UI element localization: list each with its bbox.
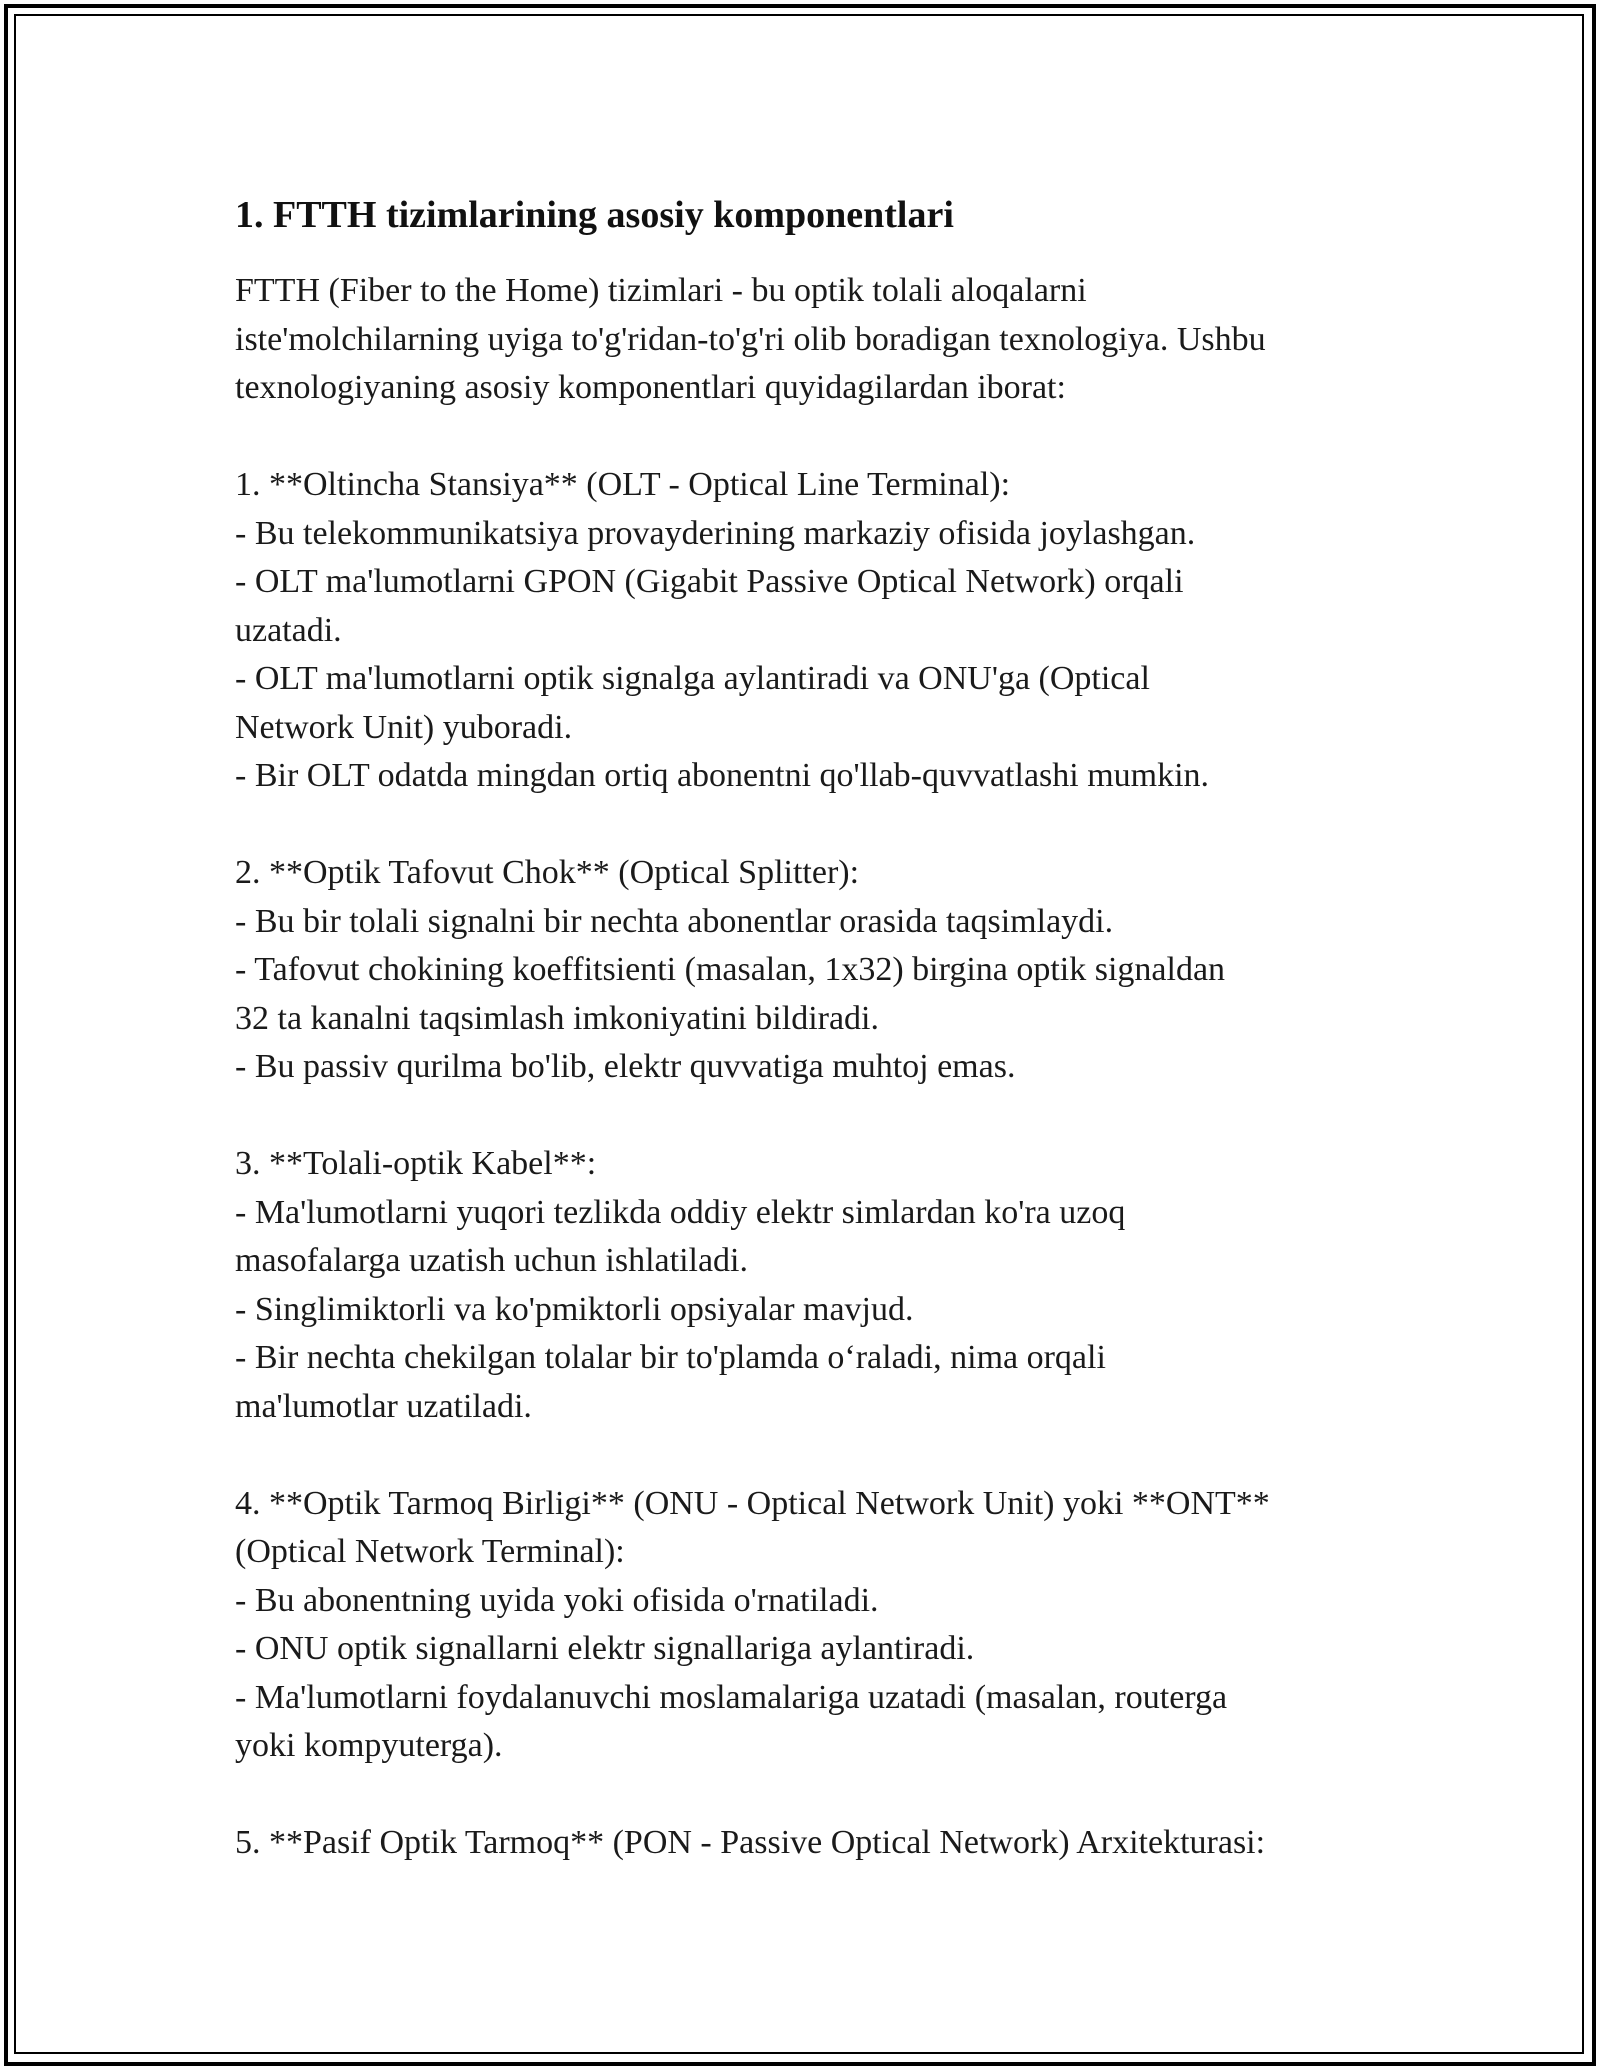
section-2-bullet-2: - Tafovut chokining koeffitsienti (masalan, 1x32) birgina optik signaldan 32 ta kanalni taqsimlash imkoniyatini bildiradi.: [235, 951, 1226, 1037]
section-1-bullet-4: - Bir OLT odatda mingdan ortiq abonentni qo'llab-quvvatlashi mumkin.: [235, 757, 1210, 794]
spacer: [235, 1771, 1395, 1820]
spacer: [235, 801, 1395, 850]
spacer: [235, 1431, 1395, 1480]
section-4-bullet-2: - ONU optik signallarni elektr signallariga aylantiradi.: [235, 1630, 975, 1667]
section-4-bullet-1: - Bu abonentning uyida yoki ofisida o'rnatiladi.: [235, 1581, 879, 1619]
section-2-heading: 2. **Optik Tafovut Chok** (Optical Splitter):: [235, 854, 860, 891]
intro-paragraph: FTTH (Fiber to the Home) tizimlari - bu optik tolali aloqalarni iste'molchilarning uyiga to'g'ridan-to'g'ri olib boradigan texnologiya. Ushbu texnologiyaning asosiy komponentlari quyidagilardan iborat:: [235, 272, 1266, 406]
document-page: [235, 185, 1395, 1868]
section-2-bullet-3: - Bu passiv qurilma bo'lib, elektr quvvatiga muhtoj emas.: [235, 1048, 1016, 1085]
spacer: [235, 1092, 1395, 1141]
section-2-bullet-1: - Bu bir tolali signalni bir nechta abonentlar orasida taqsimlaydi.: [235, 902, 1114, 940]
section-1-heading: 1. **Oltincha Stansiya** (OLT - Optical Line Terminal):: [235, 466, 1011, 503]
section-4-heading: 4. **Optik Tarmoq Birligi** (ONU - Optical Network Unit) yoki **ONT** (Optical Network Terminal):: [235, 1484, 1270, 1570]
section-3-heading: 3. **Tolali-optik Kabel**:: [235, 1145, 597, 1182]
section-3-bullet-1: - Ma'lumotlarni yuqori tezlikda oddiy elektr simlardan ko'ra uzoq masofalarga uzatish uchun ishlatiladi.: [235, 1193, 1126, 1279]
section-3-bullet-2: - Singlimiktorli va ko'pmiktorli opsiyalar mavjud.: [235, 1290, 914, 1328]
section-4-bullet-3: - Ma'lumotlarni foydalanuvchi moslamalariga uzatadi (masalan, routerga yoki kompyuterga).: [235, 1678, 1228, 1764]
section-5-heading: 5. **Pasif Optik Tarmoq** (PON - Passive Optical Network) Arxitekturasi:: [235, 1824, 1266, 1861]
section-1-bullet-3: - OLT ma'lumotlarni optik signalga aylantiradi va ONU'ga (Optical Network Unit) yuboradi.: [235, 660, 1150, 746]
section-1-bullet-2: - OLT ma'lumotlarni GPON (Gigabit Passive Optical Network) orqali uzatadi.: [235, 563, 1184, 649]
document-title: 1. FTTH tizimlarining asosiy komponentlari: [235, 194, 954, 236]
section-1-bullet-1: - Bu telekommunikatsiya provayderining markaziy ofisida joylashgan.: [235, 514, 1196, 552]
section-3-bullet-3: - Bir nechta chekilgan tolalar bir to'plamda o‘raladi, nima orqali ma'lumotlar uzatiladi.: [235, 1339, 1106, 1425]
spacer: [235, 413, 1395, 462]
